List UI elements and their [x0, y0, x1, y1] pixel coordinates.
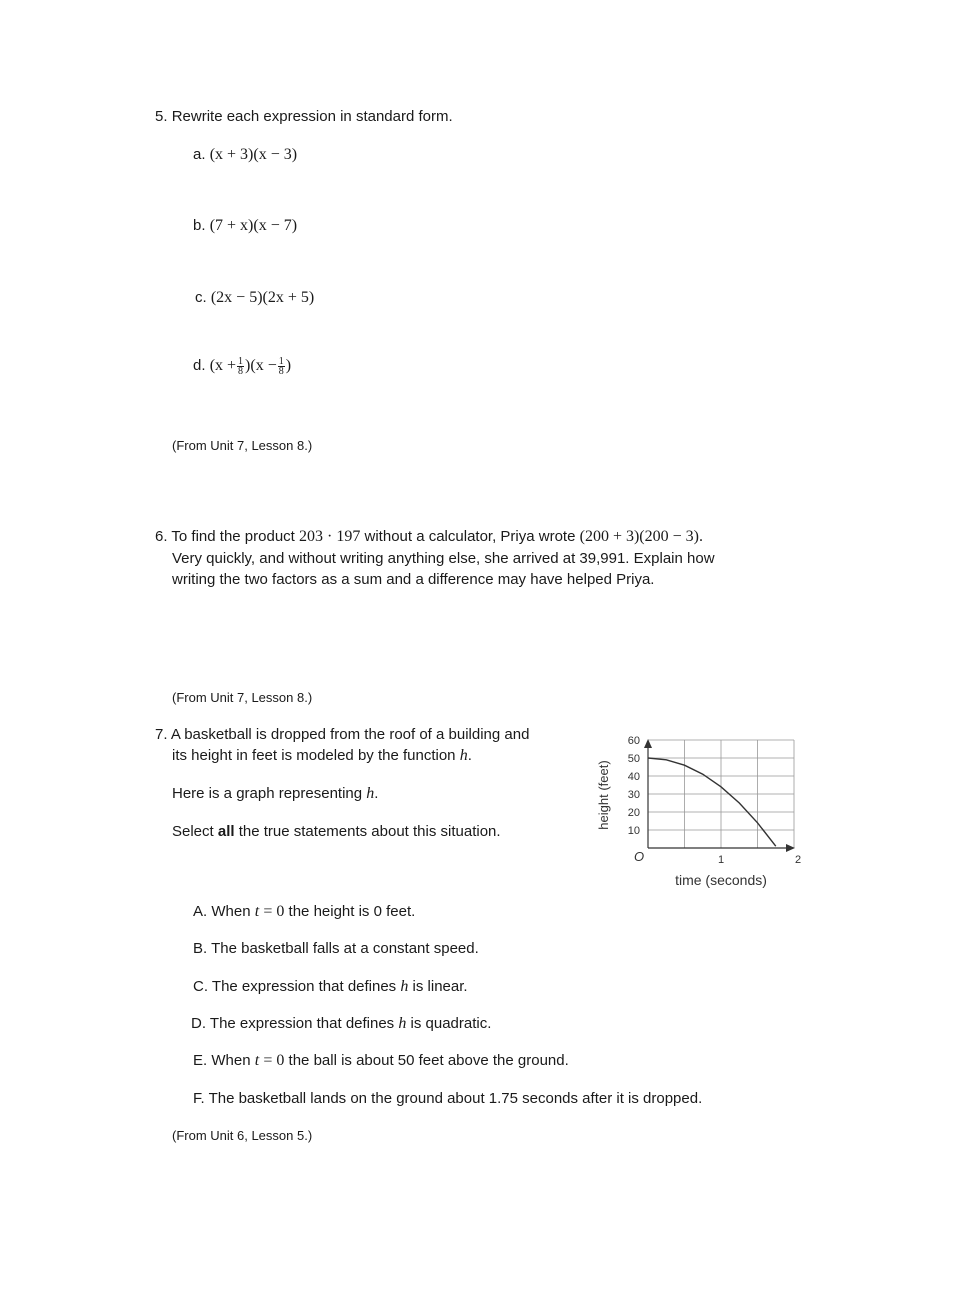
height-time-graph: [590, 728, 810, 893]
choice-c[interactable]: [193, 976, 468, 997]
h-curve: [648, 758, 776, 846]
y-tick-label: 60: [627, 735, 640, 747]
q7-var-h: h: [366, 785, 375, 802]
y-tick-label: 50: [627, 753, 640, 765]
q5-part-d-fraction-2: $\frac{1}{8}$: [278, 355, 284, 377]
y-tick-label: 20: [627, 807, 640, 819]
q5-prompt-text: Rewrite each expression in standard form.: [171, 108, 453, 125]
choice-b-text: The basketball falls at a constant speed.: [211, 940, 479, 957]
q7-text: Here is a graph representing: [172, 785, 363, 802]
q5-part-b-label: b.: [193, 217, 206, 234]
q5-part-d-fraction-1: $\frac{1}{8}$: [238, 355, 244, 377]
q7-line-1: [155, 724, 529, 745]
q5-part-d-expr-mid: )(x −: [245, 357, 277, 374]
q6-text: without a calculator, Priya wrote: [364, 528, 576, 545]
q6-product-expr: 203 · 197: [299, 528, 361, 545]
q5-part-b: [193, 215, 297, 236]
q5-part-c: [195, 287, 314, 308]
choice-d-label: D.: [191, 1015, 206, 1032]
origin-label: O: [634, 849, 645, 864]
q7-text: .: [374, 785, 379, 802]
y-tick-label: 40: [627, 771, 640, 783]
q5-part-a-label: a.: [193, 146, 206, 163]
q5-part-c-label: c.: [195, 289, 207, 306]
choice-d[interactable]: [191, 1013, 491, 1034]
q7-emphasis: all: [217, 823, 235, 840]
choice-c-var: h: [400, 978, 409, 995]
q7-text: .: [467, 747, 472, 764]
q7-var-h: h: [459, 747, 468, 764]
choice-b-label: B.: [193, 940, 208, 957]
q5-part-a-expr: (x + 3)(x − 3): [209, 146, 298, 163]
choice-c-text: is linear.: [412, 978, 468, 995]
q6-line-1: [155, 526, 703, 547]
q7-number: 7.: [155, 726, 168, 743]
q7-line-3: [172, 783, 378, 804]
q7-line-2: [172, 745, 472, 766]
choice-a-eq: = 0: [263, 903, 285, 920]
y-axis-label: height (feet): [596, 760, 611, 830]
x-tick-label: 2: [794, 854, 802, 866]
choice-c-label: C.: [193, 978, 208, 995]
choice-e[interactable]: [193, 1050, 569, 1071]
q5-part-b-expr: (7 + x)(x − 7): [209, 217, 298, 234]
choice-d-text: is quadratic.: [410, 1015, 492, 1032]
q6-line-2: Very quickly, and without writing anything else, she arrived at 39,991. Explain how: [172, 550, 715, 567]
q6-source: (From Unit 7, Lesson 8.): [172, 690, 313, 705]
choice-d-text: The expression that defines: [209, 1015, 395, 1032]
graph-axes: [644, 739, 795, 852]
q7-text: the true statements about this situation.: [238, 823, 501, 840]
y-tick-label: 30: [627, 789, 640, 801]
choice-a-label: A.: [193, 903, 208, 920]
choice-e-text: the ball is about 50 feet above the ground.: [288, 1052, 569, 1069]
choice-a-text: the height is 0 feet.: [288, 903, 416, 920]
q5-number: 5.: [155, 108, 168, 125]
choice-e-eq: = 0: [263, 1052, 285, 1069]
q5-prompt: [155, 106, 453, 127]
q5-part-d-expr-pre: (x +: [209, 357, 237, 374]
choice-f[interactable]: [193, 1088, 702, 1109]
choice-a-var: t: [254, 903, 260, 920]
q6-text: To find the product: [171, 528, 295, 545]
q6-number: 6.: [155, 528, 168, 545]
choice-a[interactable]: [193, 901, 415, 922]
x-axis-label: time (seconds): [675, 872, 767, 888]
q7-text: its height in feet is modeled by the function: [172, 747, 456, 764]
q7-source: (From Unit 6, Lesson 5.): [172, 1128, 313, 1143]
q7-text: Select: [172, 823, 214, 840]
choice-a-text: When: [211, 903, 251, 920]
q5-part-d-label: d.: [193, 357, 206, 374]
choice-b[interactable]: [193, 938, 479, 959]
choice-f-text: The basketball lands on the ground about 1.75 seconds after it is dropped.: [208, 1090, 703, 1107]
q7-text: A basketball is dropped from the roof of a building and: [170, 726, 530, 743]
q6-factored-expr: (200 + 3)(200 − 3).: [579, 528, 703, 545]
graph-grid: [648, 740, 794, 848]
choice-e-var: t: [254, 1052, 260, 1069]
q7-line-4: [172, 821, 501, 842]
x-tick-label: 1: [717, 854, 725, 866]
q5-source: (From Unit 7, Lesson 8.): [172, 438, 313, 453]
choice-f-label: F.: [193, 1090, 205, 1107]
q5-part-c-expr: (2x − 5)(2x + 5): [210, 289, 315, 306]
choice-d-var: h: [398, 1015, 407, 1032]
choice-e-label: E.: [193, 1052, 208, 1069]
q5-part-a: [193, 144, 297, 165]
choice-c-text: The expression that defines: [211, 978, 397, 995]
q5-part-d-expr-post: ): [285, 357, 292, 374]
q6-line-3: writing the two factors as a sum and a difference may have helped Priya.: [172, 571, 655, 588]
y-tick-label: 10: [627, 825, 640, 837]
q5-part-d: [193, 355, 291, 376]
choice-e-text: When: [211, 1052, 251, 1069]
